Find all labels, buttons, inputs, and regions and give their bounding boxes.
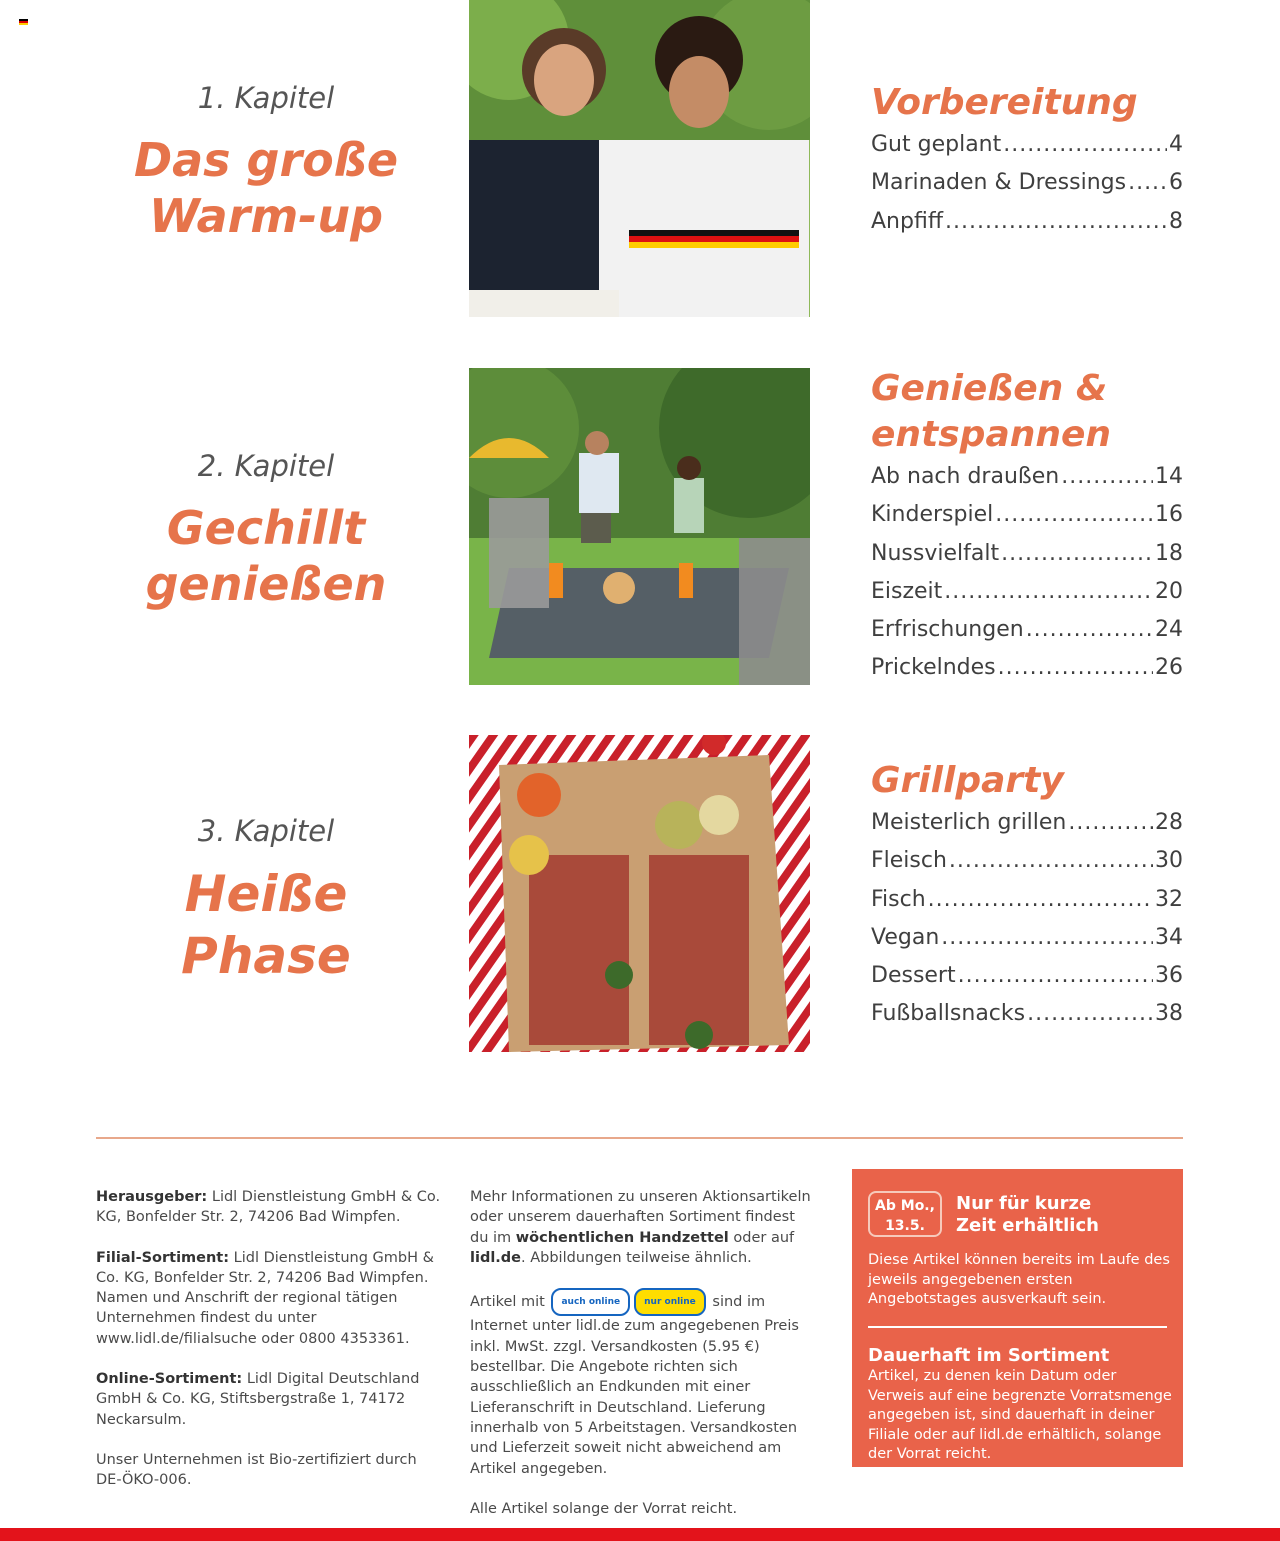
chapter-1-photo-fans [469, 0, 810, 317]
toc-entry-page: 18 [1155, 540, 1183, 566]
chapter-2-photo-garden [469, 368, 810, 685]
info-text: Mehr Informationen zu unseren Aktionsartikeln oder unserem dauerhaften Sortiment findest du im [470, 1189, 811, 1246]
toc-entry-page: 26 [1155, 655, 1183, 681]
chapter-title-line2: genießen [145, 557, 387, 611]
toc-entry-label: Erfrischungen [871, 617, 1024, 643]
chapter-2-heading [96, 448, 436, 612]
toc-entry-label: Dessert [871, 963, 956, 989]
toc-entry[interactable] [871, 957, 1183, 995]
toc-entry[interactable] [871, 535, 1183, 573]
toc-entry-page: 34 [1155, 924, 1183, 950]
toc-entry[interactable] [871, 611, 1183, 649]
chapter-3-toc [871, 758, 1183, 1034]
toc-entry-label: Marinaden & Dressings [871, 170, 1127, 196]
toc-title: Vorbereitung [871, 82, 1138, 123]
chapter-3-photo-grill-tray [469, 735, 810, 1052]
chapter-number: 2. Kapitel [197, 449, 335, 483]
date-badge [868, 1191, 942, 1237]
toc-entry[interactable] [871, 496, 1183, 534]
store-range-info [96, 1248, 441, 1349]
chapter-number: 1. Kapitel [197, 81, 335, 115]
online-range-info [96, 1369, 441, 1430]
chapter-title-line1: Gechillt [166, 501, 366, 555]
toc-entry[interactable] [871, 573, 1183, 611]
publisher-label: Herausgeber: [96, 1189, 208, 1205]
toc-entry[interactable] [871, 126, 1183, 164]
toc-title: Genießen & [871, 368, 1108, 409]
toc-entry-page: 28 [1155, 810, 1183, 835]
toc-entry-page: 36 [1155, 963, 1183, 989]
also-online-badge: auch online [551, 1288, 630, 1316]
toc-entry[interactable] [871, 842, 1183, 880]
chapter-title-line1: Heiße [184, 865, 348, 923]
online-order-text [470, 1288, 815, 1479]
publisher-info [96, 1187, 441, 1228]
toc-entry-label: Meisterlich grillen [871, 810, 1067, 835]
limited-time-title [956, 1193, 1099, 1237]
toc-entry[interactable] [871, 458, 1183, 496]
toc-entry[interactable] [871, 164, 1183, 202]
chapter-1-heading [96, 80, 436, 244]
chapter-title-line2: Phase [181, 927, 351, 985]
toc-entry[interactable] [871, 995, 1183, 1033]
toc-entry-label: Ab nach draußen [871, 464, 1060, 489]
bottom-red-bar [0, 1528, 1280, 1541]
chapter-title-line2: Warm-up [148, 189, 384, 243]
toc-title: Grillparty [871, 760, 1064, 801]
info-text: oder auf [728, 1229, 795, 1246]
toc-entry-page: 4 [1169, 132, 1183, 157]
toc-title-line2: entspannen [871, 414, 1112, 455]
toc-entry[interactable] [871, 203, 1183, 241]
lidl-link[interactable]: lidl.de [470, 1249, 522, 1266]
store-range-text: Lidl Dienstleistung GmbH & Co. KG, Bonfelder Str. 2, 74206 Bad Wimpfen. Namen und Anschrift der regional tätigen Unternehmen findest du unter www.lidl.de/filialsuche oder 0800 4353361. [96, 1249, 434, 1347]
germany-flag-icon [19, 19, 28, 25]
footer-legal-column [96, 1187, 441, 1511]
chapter-number: 3. Kapitel [197, 814, 335, 848]
online-range-label: Online-Sortiment: [96, 1371, 243, 1388]
availability-box [852, 1169, 1183, 1467]
chapter-1-toc [871, 80, 1183, 241]
toc-entry-label: Prickelndes [871, 655, 996, 681]
toc-entry-label: Fußballsnacks [871, 1001, 1026, 1027]
limited-time-text: Diese Artikel können bereits im Laufe des jeweils angegebenen ersten Angebotstages ausverkauft sein. [868, 1252, 1170, 1307]
more-info-text [470, 1187, 815, 1268]
toc-entry[interactable] [871, 919, 1183, 957]
toc-entry-page: 24 [1155, 617, 1183, 643]
info-text: . Abbildungen teilweise ähnlich. [521, 1249, 752, 1266]
toc-entry-label: Fisch [871, 886, 926, 912]
divider [96, 1137, 1183, 1139]
permanent-range-text: Artikel, zu denen kein Datum oder Verweis auf eine begrenzte Vorratsmenge angegeben ist, sind dauerhaft in deiner Filiale oder auf lidl.de erhältlich, solange der Vorrat reicht. [868, 1368, 1172, 1462]
date-badge-line2: 13.5. [885, 1218, 925, 1234]
toc-entry-page: 20 [1155, 578, 1183, 604]
footer-info-column [470, 1187, 815, 1539]
toc-entry[interactable] [871, 804, 1183, 842]
toc-entry-page: 38 [1155, 1001, 1183, 1027]
info-text: Artikel mit [470, 1294, 545, 1311]
toc-entry-page: 30 [1155, 848, 1183, 874]
permanent-range-heading: Dauerhaft im Sortiment [868, 1345, 1110, 1366]
toc-entry-label: Gut geplant [871, 132, 1002, 157]
limited-time-title-line1: Nur für kurze [956, 1193, 1092, 1214]
toc-entry-page: 6 [1169, 170, 1183, 196]
limited-time-title-line2: Zeit erhältlich [956, 1215, 1099, 1236]
toc-entry-label: Vegan [871, 924, 940, 950]
weekly-flyer-label: wöchentlichen Handzettel [515, 1229, 729, 1246]
toc-entry-label: Nussvielfalt [871, 540, 1000, 566]
store-range-label: Filial-Sortiment: [96, 1249, 230, 1266]
chapter-3-heading [96, 813, 436, 987]
toc-entry-page: 16 [1155, 502, 1183, 528]
bio-certification: Unser Unternehmen ist Bio-zertifiziert durch DE-ÖKO-006. [96, 1451, 417, 1489]
only-online-badge: nur online [634, 1288, 706, 1316]
info-text: sind im Internet unter lidl.de zum angegebenen Preis inkl. MwSt. zzgl. Versandkosten (5.95 €) bestellbar. Die Angebote richten sich ausschließlich an Endkunden mit einer Lieferanschrift in Deutschland. Lieferung innerhalb von 5 Arbeitstagen. Versandkosten und Lieferzeit soweit nicht abweichend am Artikel angegeben. [470, 1294, 799, 1477]
toc-entry-label: Anpfiff [871, 208, 943, 234]
publisher-text: Lidl Dienstleistung GmbH & Co. KG, Bonfelder Str. 2, 74206 Bad Wimpfen. [96, 1189, 441, 1226]
stock-notice: Alle Artikel solange der Vorrat reicht. [470, 1500, 738, 1517]
box-divider [868, 1326, 1167, 1328]
toc-entry-label: Eiszeit [871, 578, 943, 604]
toc-entry[interactable] [871, 649, 1183, 687]
date-badge-line1: Ab Mo., [875, 1198, 935, 1214]
toc-entry-label: Kinderspiel [871, 502, 994, 528]
chapter-2-toc [871, 366, 1183, 688]
toc-entry[interactable] [871, 881, 1183, 919]
toc-entry-page: 32 [1155, 886, 1183, 912]
toc-entry-page: 8 [1169, 208, 1183, 234]
chapter-title-line1: Das große [133, 133, 399, 187]
toc-entry-label: Fleisch [871, 848, 947, 874]
online-range-text: Lidl Digital Deutschland GmbH & Co. KG, Stiftsbergstraße 1, 74172 Neckarsulm. [96, 1371, 420, 1428]
toc-entry-page: 14 [1155, 464, 1183, 489]
